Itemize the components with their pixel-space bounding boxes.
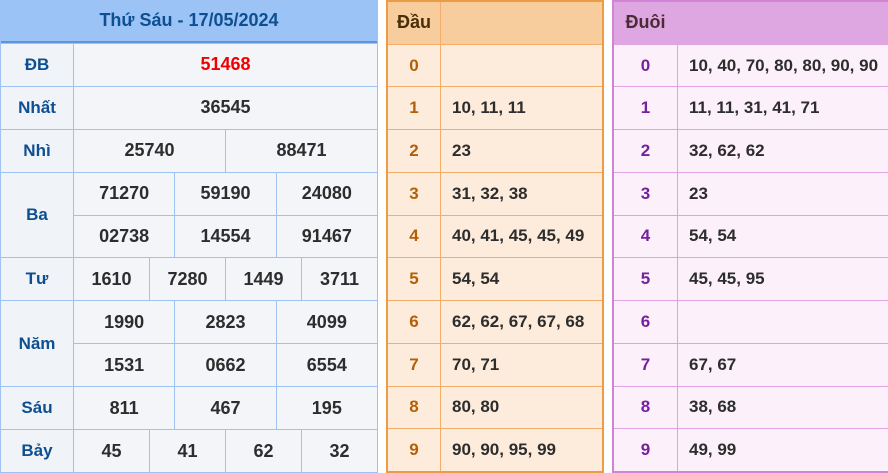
dau-numbers: 10, 11, 11 bbox=[441, 87, 602, 129]
row-label-nam: Năm bbox=[1, 301, 73, 386]
duoi-digit: 7 bbox=[614, 344, 677, 386]
prize7-value: 45 bbox=[74, 430, 149, 472]
duoi-numbers: 54, 54 bbox=[678, 216, 888, 258]
dau-digit: 6 bbox=[388, 301, 440, 343]
prize7-value: 62 bbox=[226, 430, 301, 472]
row-label-nhat: Nhất bbox=[1, 87, 73, 129]
dau-numbers: 31, 32, 38 bbox=[441, 173, 602, 215]
duoi-digit: 1 bbox=[614, 87, 677, 129]
duoi-numbers: 45, 45, 95 bbox=[678, 258, 888, 300]
duoi-digit: 8 bbox=[614, 387, 677, 429]
prize5-value: 1531 bbox=[74, 344, 174, 386]
prize4-value: 3711 bbox=[302, 258, 377, 300]
row-label-ba: Ba bbox=[1, 173, 73, 258]
prize5-value: 6554 bbox=[277, 344, 377, 386]
duoi-table bbox=[612, 0, 888, 473]
prize4-value: 7280 bbox=[150, 258, 225, 300]
prize3-value: 14554 bbox=[175, 216, 275, 258]
dau-numbers bbox=[441, 45, 602, 87]
prize3-value: 91467 bbox=[277, 216, 377, 258]
dau-table bbox=[386, 0, 604, 473]
prize6-value: 467 bbox=[175, 387, 275, 429]
prize3-value: 24080 bbox=[277, 173, 377, 215]
prize3-value: 71270 bbox=[74, 173, 174, 215]
dau-digit: 1 bbox=[388, 87, 440, 129]
prize3-value: 59190 bbox=[175, 173, 275, 215]
dau-numbers: 62, 62, 67, 67, 68 bbox=[441, 301, 602, 343]
duoi-numbers: 67, 67 bbox=[678, 344, 888, 386]
dau-digit: 8 bbox=[388, 387, 440, 429]
duoi-numbers: 10, 40, 70, 80, 80, 90, 90 bbox=[678, 45, 888, 87]
results-table bbox=[0, 0, 378, 473]
prize2-value: 25740 bbox=[74, 130, 225, 172]
results-table-title: Thứ Sáu - 17/05/2024 bbox=[1, 1, 377, 43]
dau-digit: 9 bbox=[388, 429, 440, 471]
duoi-digit: 3 bbox=[614, 173, 677, 215]
dau-digit: 0 bbox=[388, 45, 440, 87]
dau-numbers: 54, 54 bbox=[441, 258, 602, 300]
duoi-numbers: 49, 99 bbox=[678, 429, 888, 471]
duoi-digit: 9 bbox=[614, 429, 677, 471]
duoi-numbers: 11, 11, 31, 41, 71 bbox=[678, 87, 888, 129]
duoi-digit: 4 bbox=[614, 216, 677, 258]
duoi-digit: 5 bbox=[614, 258, 677, 300]
duoi-digit: 0 bbox=[614, 45, 677, 87]
dau-digit: 5 bbox=[388, 258, 440, 300]
duoi-numbers: 23 bbox=[678, 173, 888, 215]
dau-numbers: 23 bbox=[441, 130, 602, 172]
prize6-value: 811 bbox=[74, 387, 174, 429]
prize4-value: 1449 bbox=[226, 258, 301, 300]
duoi-numbers: 38, 68 bbox=[678, 387, 888, 429]
prize5-value: 4099 bbox=[277, 301, 377, 343]
row-label-bay: Bảy bbox=[1, 430, 73, 472]
dau-numbers: 90, 90, 95, 99 bbox=[441, 429, 602, 471]
dau-digit: 3 bbox=[388, 173, 440, 215]
duoi-numbers bbox=[678, 301, 888, 343]
dau-numbers: 70, 71 bbox=[441, 344, 602, 386]
duoi-table-title: Đuôi bbox=[614, 2, 677, 44]
row-label-db: ĐB bbox=[1, 44, 73, 86]
dau-digit: 2 bbox=[388, 130, 440, 172]
duoi-numbers: 32, 62, 62 bbox=[678, 130, 888, 172]
prize6-value: 195 bbox=[277, 387, 377, 429]
prize7-value: 41 bbox=[150, 430, 225, 472]
prize5-value: 2823 bbox=[175, 301, 275, 343]
prize5-value: 1990 bbox=[74, 301, 174, 343]
duoi-header-spacer bbox=[678, 2, 888, 44]
special-prize-value: 51468 bbox=[74, 44, 377, 86]
row-label-tu: Tư bbox=[1, 258, 73, 300]
prize5-value: 0662 bbox=[175, 344, 275, 386]
duoi-digit: 6 bbox=[614, 301, 677, 343]
dau-numbers: 80, 80 bbox=[441, 387, 602, 429]
prize4-value: 1610 bbox=[74, 258, 149, 300]
dau-table-title: Đầu bbox=[388, 2, 440, 44]
prize7-value: 32 bbox=[302, 430, 377, 472]
dau-digit: 4 bbox=[388, 216, 440, 258]
prize2-value: 88471 bbox=[226, 130, 377, 172]
row-label-nhi: Nhì bbox=[1, 130, 73, 172]
prize1-value: 36545 bbox=[74, 87, 377, 129]
prize3-value: 02738 bbox=[74, 216, 174, 258]
dau-numbers: 40, 41, 45, 45, 49 bbox=[441, 216, 602, 258]
duoi-digit: 2 bbox=[614, 130, 677, 172]
row-label-sau: Sáu bbox=[1, 387, 73, 429]
dau-digit: 7 bbox=[388, 344, 440, 386]
dau-header-spacer bbox=[441, 2, 602, 44]
